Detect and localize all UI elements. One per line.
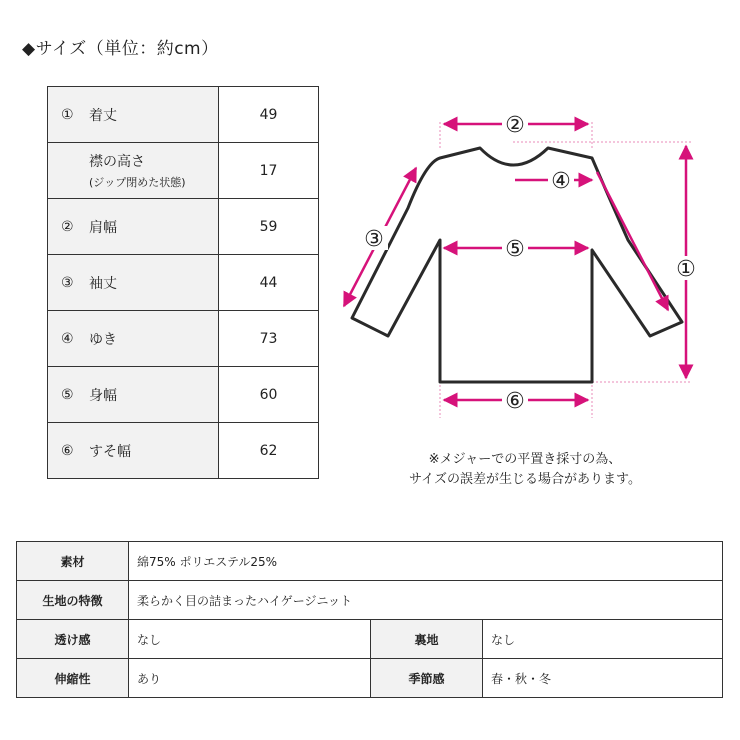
size-value: 73 bbox=[219, 311, 319, 367]
size-mark: ① bbox=[61, 106, 74, 123]
size-row bbox=[48, 255, 319, 311]
spec-value: なし bbox=[129, 620, 371, 659]
size-label-text bbox=[89, 151, 186, 190]
size-label: 着丈 bbox=[89, 107, 117, 124]
size-value: 17 bbox=[219, 143, 319, 199]
spec-label: 伸縮性 bbox=[17, 659, 129, 698]
sweater-outline bbox=[352, 148, 682, 382]
size-label-cell bbox=[48, 199, 219, 255]
spec-label: 生地の特徴 bbox=[17, 581, 129, 620]
spec-label: 裏地 bbox=[371, 620, 483, 659]
size-row bbox=[48, 199, 319, 255]
size-label-text bbox=[89, 105, 117, 125]
measurement-note bbox=[360, 450, 690, 490]
size-value: 60 bbox=[219, 367, 319, 423]
size-label-cell bbox=[48, 87, 219, 143]
size-label-cell bbox=[48, 423, 219, 479]
size-value: 49 bbox=[219, 87, 319, 143]
spec-value: 春・秋・冬 bbox=[483, 659, 723, 698]
size-row bbox=[48, 423, 319, 479]
size-mark: ⑥ bbox=[61, 442, 74, 459]
mark-6: ⑥ bbox=[505, 389, 525, 414]
size-label: 身幅 bbox=[89, 387, 117, 404]
size-label-cell bbox=[48, 255, 219, 311]
spec-label: 透け感 bbox=[17, 620, 129, 659]
size-mark: ⑤ bbox=[61, 386, 74, 403]
size-label-text bbox=[89, 441, 131, 461]
spec-row-fabric bbox=[17, 581, 723, 620]
size-label-cell bbox=[48, 311, 219, 367]
spec-row-sheer-lining bbox=[17, 620, 723, 659]
spec-value: なし bbox=[483, 620, 723, 659]
mark-5: ⑤ bbox=[505, 237, 525, 262]
size-label: ゆき bbox=[89, 331, 117, 348]
spec-row-stretch-season bbox=[17, 659, 723, 698]
size-label: 襟の高さ bbox=[89, 154, 145, 170]
size-label-text bbox=[89, 385, 117, 405]
size-label: 袖丈 bbox=[89, 275, 117, 292]
size-label-cell bbox=[48, 143, 219, 199]
mark-2: ② bbox=[505, 113, 525, 138]
size-row bbox=[48, 87, 319, 143]
size-mark: ④ bbox=[61, 330, 74, 347]
size-label: 肩幅 bbox=[89, 219, 117, 236]
size-label-cell bbox=[48, 367, 219, 423]
size-value: 59 bbox=[219, 199, 319, 255]
spec-label: 季節感 bbox=[371, 659, 483, 698]
spec-row-material bbox=[17, 542, 723, 581]
note-line-1: ※メジャーでの平置き採寸の為、 bbox=[428, 452, 622, 467]
mark-3: ③ bbox=[364, 227, 384, 252]
size-value: 44 bbox=[219, 255, 319, 311]
size-label-text bbox=[89, 273, 117, 293]
spec-label: 素材 bbox=[17, 542, 129, 581]
size-row bbox=[48, 367, 319, 423]
size-mark: ② bbox=[61, 218, 74, 235]
spec-table bbox=[16, 541, 723, 698]
size-label: すそ幅 bbox=[89, 443, 131, 460]
size-label-text bbox=[89, 329, 117, 349]
mark-4: ④ bbox=[551, 169, 571, 194]
garment-diagram bbox=[330, 100, 710, 430]
spec-value: 柔らかく目の詰まったハイゲージニット bbox=[129, 581, 723, 620]
size-row bbox=[48, 143, 319, 199]
spec-value: あり bbox=[129, 659, 371, 698]
size-label-text bbox=[89, 217, 117, 237]
size-label-sub: (ジップ閉めた状態) bbox=[89, 176, 186, 189]
size-row bbox=[48, 311, 319, 367]
note-line-2: サイズの誤差が生じる場合があります。 bbox=[409, 472, 641, 487]
size-value: 62 bbox=[219, 423, 319, 479]
spec-value: 綿75% ポリエステル25% bbox=[129, 542, 723, 581]
mark-1: ① bbox=[676, 257, 696, 282]
size-mark: ③ bbox=[61, 274, 74, 291]
size-table bbox=[47, 86, 319, 479]
size-title: ◆サイズ（単位：約cm） bbox=[22, 39, 219, 59]
